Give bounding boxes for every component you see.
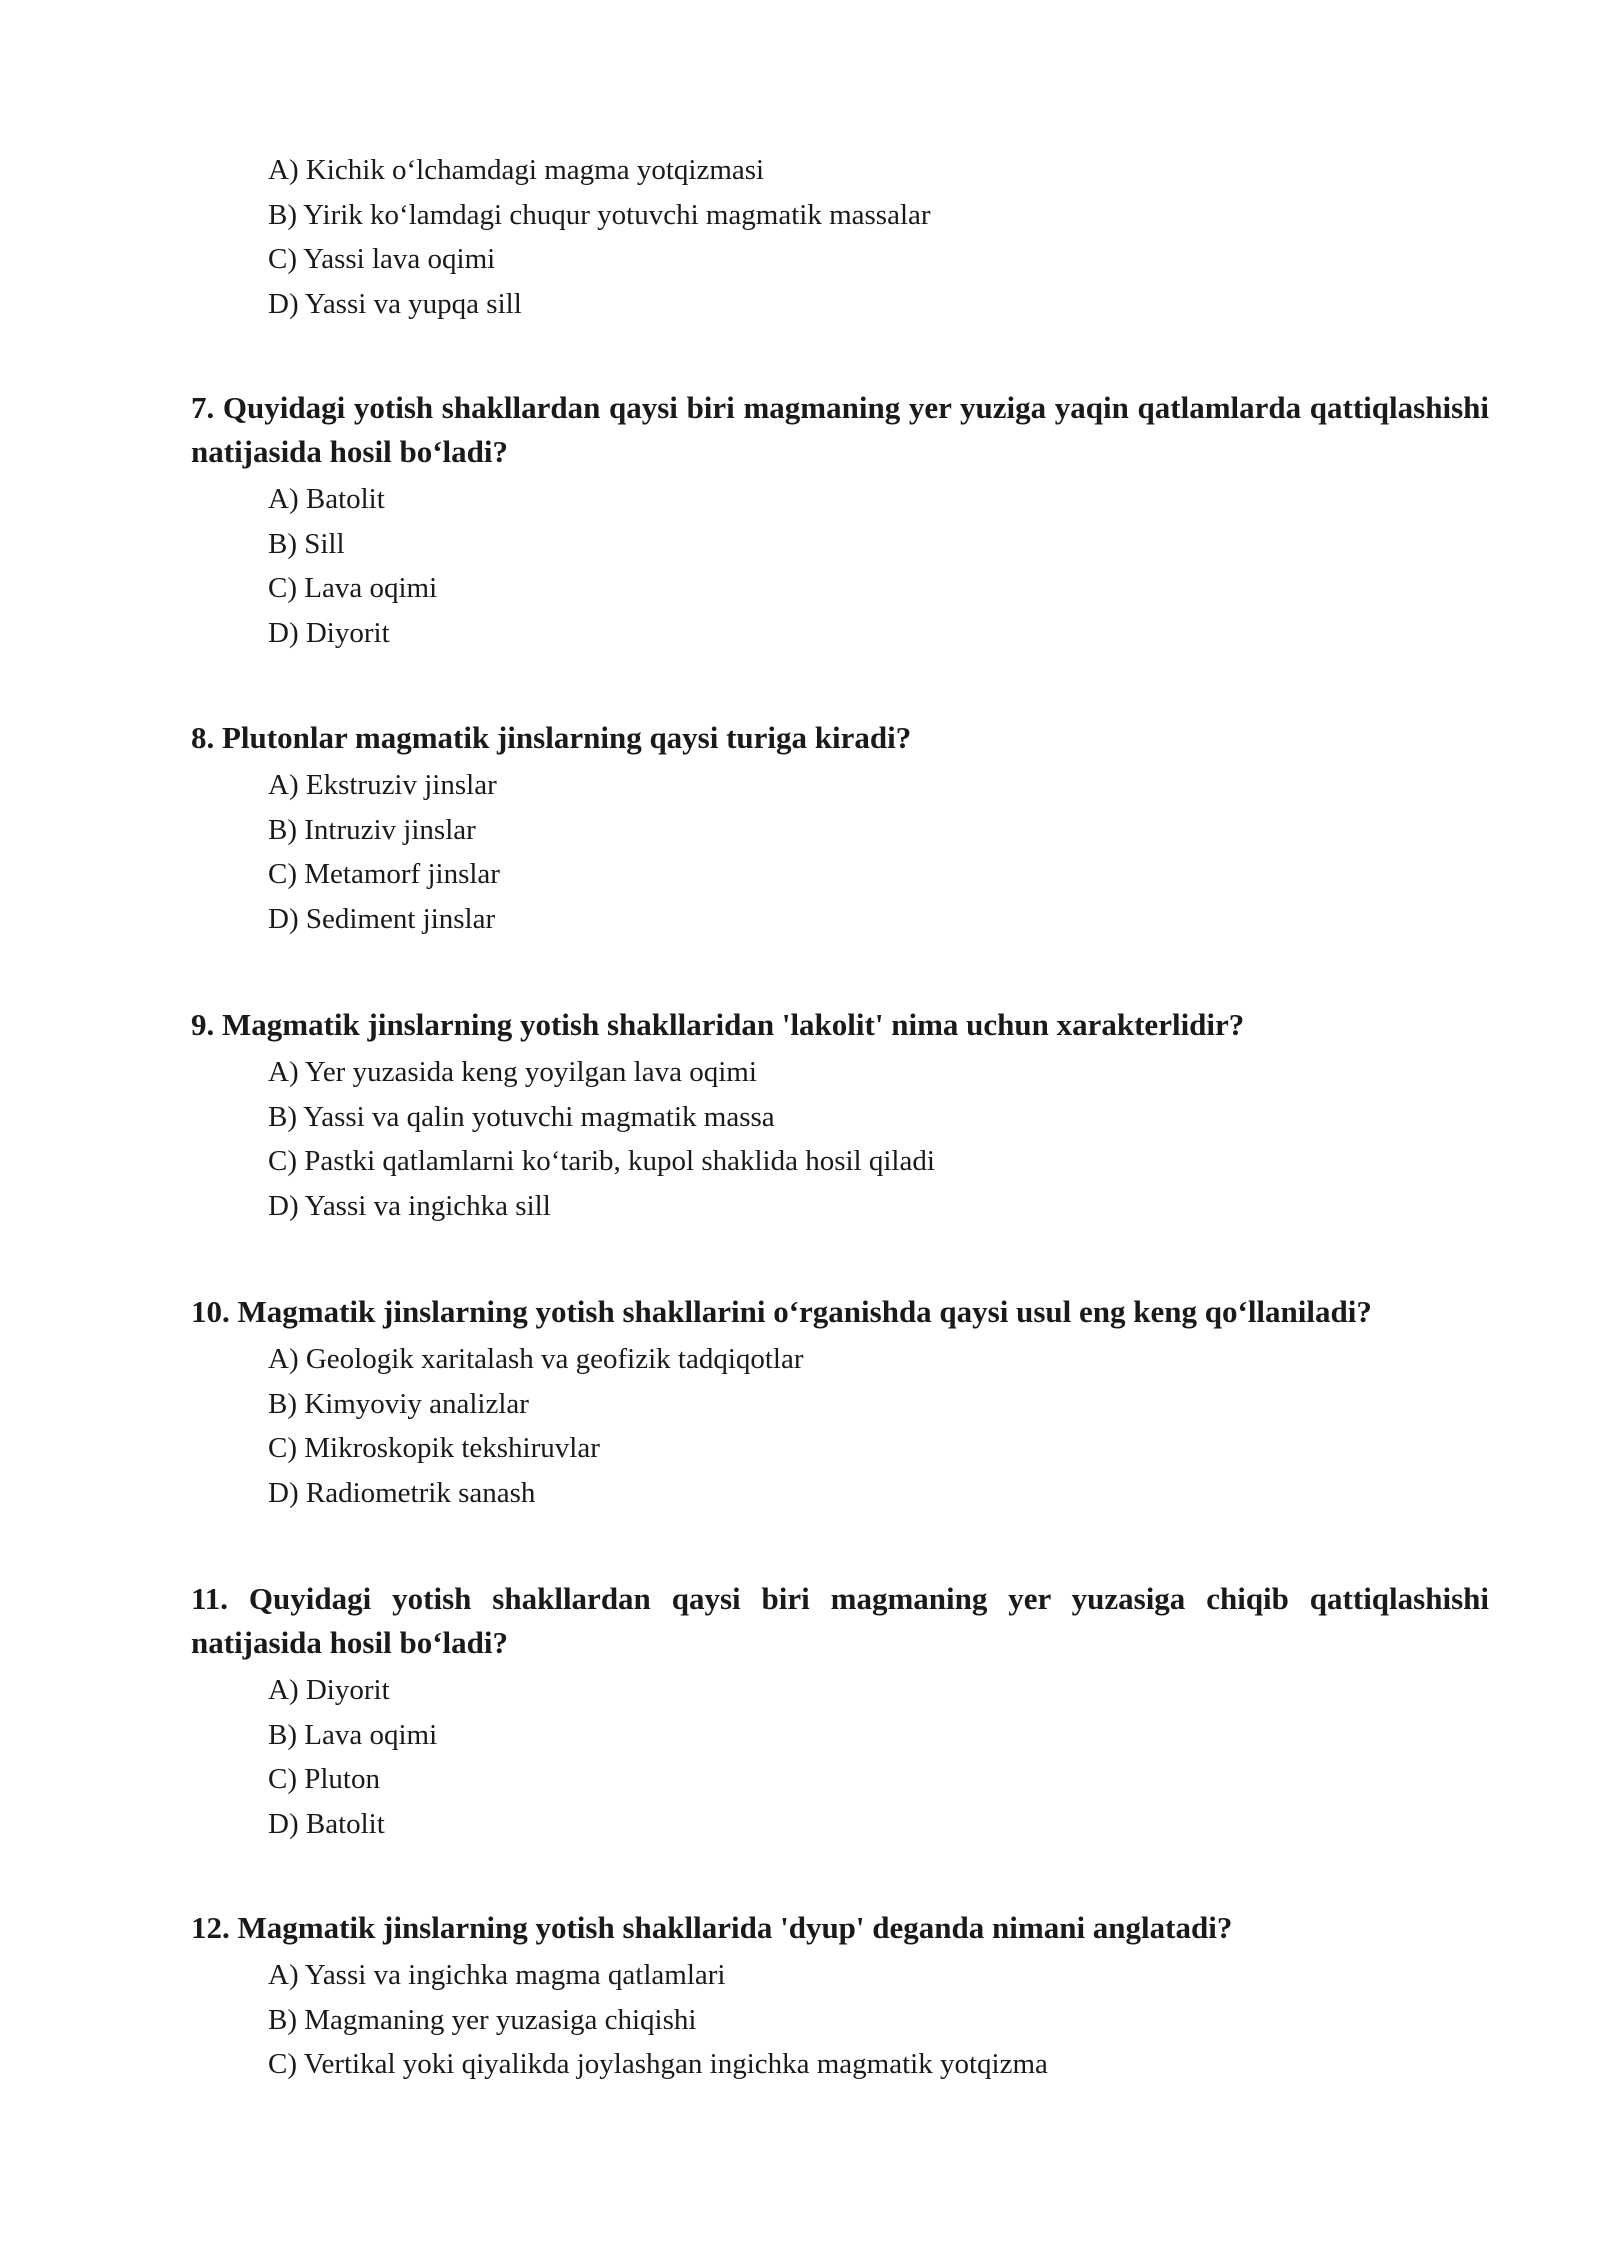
option-b: B) Yirik ko‘lamdagi chuqur yotuvchi magmatik massalar xyxy=(268,198,931,231)
question-text: 12. Magmatik jinslarning yotish shakllarida 'dyup' deganda nimani anglatadi? xyxy=(191,1910,1233,1945)
answer-options xyxy=(268,1668,1489,1846)
option-c: C) Pluton xyxy=(268,1763,380,1795)
question-text: 8. Plutonlar magmatik jinslarning qaysi turiga kiradi? xyxy=(191,720,912,755)
option-c: C) Lava oqimi xyxy=(268,572,438,604)
option-a: A) Ekstruziv jinslar xyxy=(268,769,497,801)
option-a: A) Yer yuzasida keng yoyilgan lava oqimi xyxy=(268,1056,757,1088)
option-b: B) Sill xyxy=(268,527,345,560)
answer-options xyxy=(268,1953,1489,2087)
option-b: B) Intruziv jinslar xyxy=(268,813,476,846)
question-text: 9. Magmatik jinslarning yotish shakllaridan 'lakolit' nima uchun xarakterlidir? xyxy=(191,1007,1245,1042)
question-text: 10. Magmatik jinslarning yotish shakllarini o‘rganishda qaysi usul eng keng qo‘llaniladi? xyxy=(191,1294,1372,1329)
question-10 xyxy=(191,1290,1489,1515)
question-7 xyxy=(191,386,1489,655)
option-c: C) Vertikal yoki qiyalikda joylashgan ingichka magmatik yotqizma xyxy=(268,2048,1048,2080)
option-d: D) Batolit xyxy=(268,1807,385,1840)
option-d: D) Sediment jinslar xyxy=(268,902,496,935)
option-d: D) Radiometrik sanash xyxy=(268,1476,536,1509)
option-a: A) Diyorit xyxy=(268,1674,390,1706)
answer-options xyxy=(268,1050,1489,1228)
question-11 xyxy=(191,1577,1489,1846)
option-d: D) Yassi va yupqa sill xyxy=(268,287,522,320)
option-a: A) Geologik xaritalash va geofizik tadqiqotlar xyxy=(268,1343,804,1375)
option-b: B) Lava oqimi xyxy=(268,1718,438,1751)
option-b: B) Kimyoviy analizlar xyxy=(268,1387,529,1420)
question-12 xyxy=(191,1906,1489,2087)
option-d: D) Diyorit xyxy=(268,616,390,649)
question-9 xyxy=(191,1003,1489,1228)
option-b: B) Yassi va qalin yotuvchi magmatik massa xyxy=(268,1100,775,1133)
option-c: C) Mikroskopik tekshiruvlar xyxy=(268,1432,600,1464)
question-text: 7. Quyidagi yotish shakllardan qaysi biri magmaning yer yuziga yaqin qatlamlarda qattiqlashishi natijasida hosil bo‘ladi? xyxy=(191,390,1489,469)
answer-options xyxy=(268,763,1489,941)
question-6-options xyxy=(268,148,931,326)
question-text: 11. Quyidagi yotish shakllardan qaysi biri magmaning yer yuzasiga chiqib qattiqlashishi natijasida hosil bo‘ladi? xyxy=(191,1581,1489,1660)
question-8 xyxy=(191,716,1489,941)
answer-options xyxy=(268,1337,1489,1515)
option-c: C) Yassi lava oqimi xyxy=(268,243,496,275)
option-c: C) Metamorf jinslar xyxy=(268,858,500,890)
option-d: D) Yassi va ingichka sill xyxy=(268,1189,551,1222)
option-a: A) Yassi va ingichka magma qatlamlari xyxy=(268,1959,726,1991)
answer-options xyxy=(268,477,1489,655)
option-c: C) Pastki qatlamlarni ko‘tarib, kupol shaklida hosil qiladi xyxy=(268,1145,935,1177)
option-a: A) Kichik o‘lchamdagi magma yotqizmasi xyxy=(268,154,765,186)
option-a: A) Batolit xyxy=(268,483,385,515)
option-b: B) Magmaning yer yuzasiga chiqishi xyxy=(268,2003,697,2036)
